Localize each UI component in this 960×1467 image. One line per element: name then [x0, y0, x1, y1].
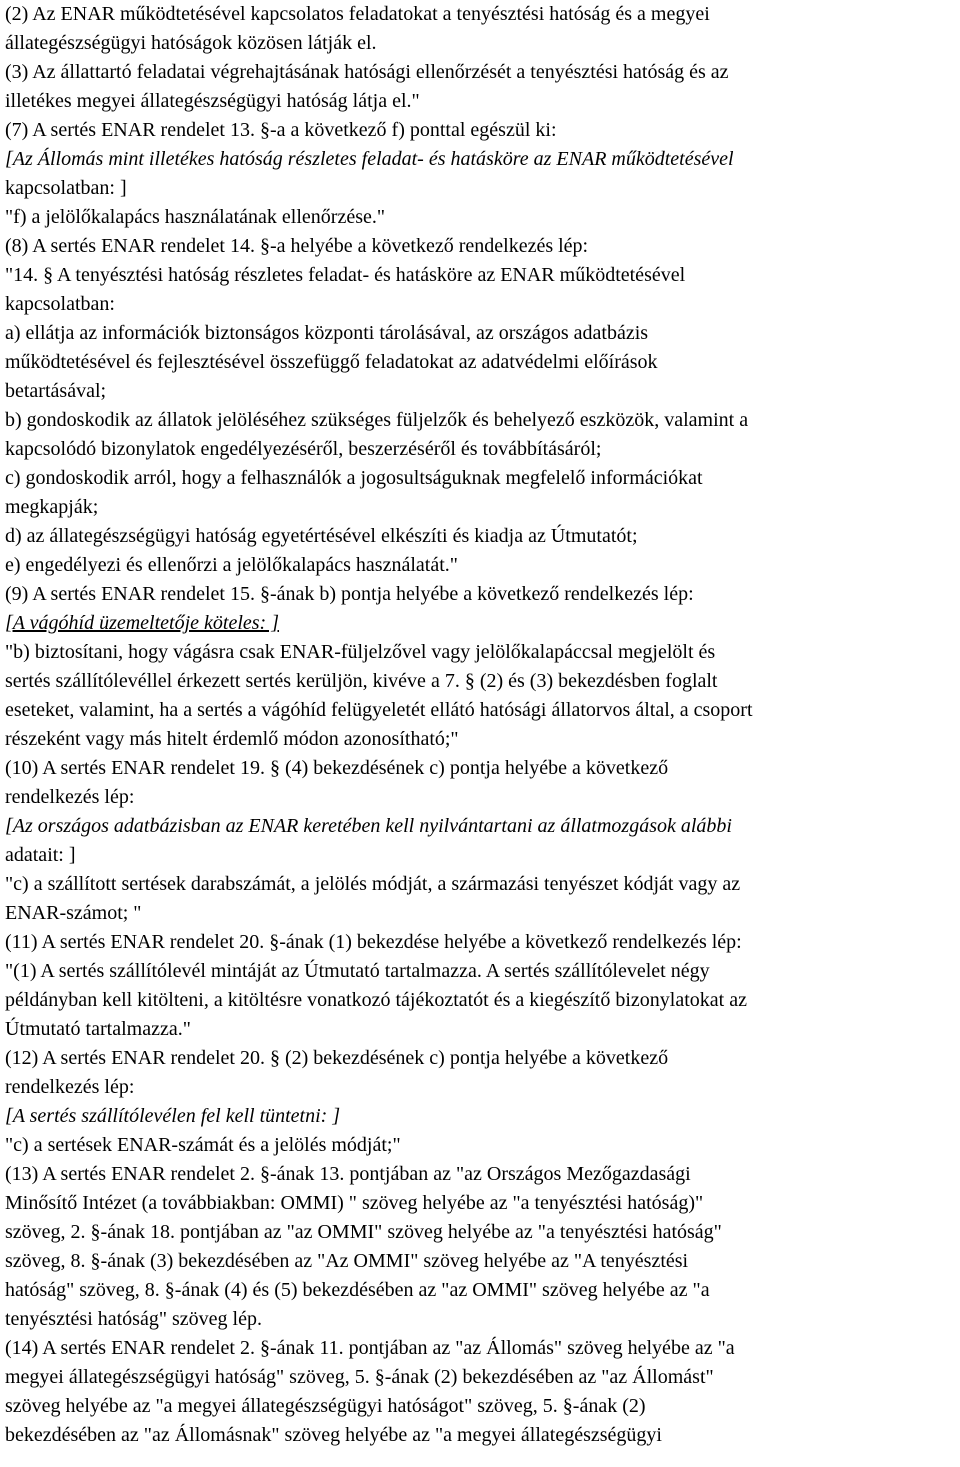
text-line: e) engedélyezi és ellenőrzi a jelölőkalapács használatát." [5, 554, 458, 576]
text-line: (2) Az ENAR működtetésével kapcsolatos feladatokat a tenyésztési hatóság és a megyei [5, 3, 710, 25]
text-line: tenyésztési hatóság" szöveg lép. [5, 1308, 262, 1330]
text-line: sertés szállítólevéllel érkezett sertés kerüljön, kivéve a 7. § (2) és (3) bekezdésben foglalt [5, 670, 718, 692]
text-line: a) ellátja az információk biztonságos központi tárolásával, az országos adatbázis [5, 322, 649, 344]
text-line: (12) A sertés ENAR rendelet 20. § (2) bekezdésének c) pontja helyébe a következő [5, 1047, 669, 1069]
text-line: kapcsolatban: [5, 293, 115, 315]
text-line: kapcsolatban: ] [5, 177, 127, 199]
text-line: szöveg, 2. §-ának 18. pontjában az "az OMMI" szöveg helyébe az "a tenyésztési hatóság" [5, 1221, 722, 1243]
text-line: eseteket, valamint, ha a sertés a vágóhíd felügyeletét ellátó hatósági állatorvos által, a csoport [5, 699, 753, 721]
text-line: (8) A sertés ENAR rendelet 14. §-a helyébe a következő rendelkezés lép: [5, 235, 589, 257]
text-line: Minősítő Intézet (a továbbiakban: OMMI) " szöveg helyébe az "a tenyésztési hatóság)" [5, 1192, 704, 1214]
text-line: (10) A sertés ENAR rendelet 19. § (4) bekezdésének c) pontja helyébe a következő [5, 757, 669, 779]
text-line: "f) a jelölőkalapács használatának ellenőrzése." [5, 206, 386, 228]
text-line: (11) A sertés ENAR rendelet 20. §-ának (1) bekezdése helyébe a következő rendelkezés lép: [5, 931, 742, 953]
text-line: illetékes megyei állategészségügyi hatóság látja el." [5, 90, 420, 112]
text-line: állategészségügyi hatóságok közösen látják el. [5, 32, 377, 54]
text-line: c) gondoskodik arról, hogy a felhasználók a jogosultságuknak megfelelő információkat [5, 467, 703, 489]
text-line: példányban kell kitölteni, a kitöltésre vonatkozó tájékoztatót és a kiegészítő bizonylatokat az [5, 989, 747, 1011]
text-line: Útmutató tartalmazza." [5, 1018, 191, 1040]
bracket-heading-line: [A vágóhíd üzemeltetője köteles: ] [5, 612, 280, 634]
bracket-heading-line: [Az Állomás mint illetékes hatóság részletes feladat- és hatásköre az ENAR működtetésével [5, 148, 734, 170]
text-line: szöveg, 8. §-ának (3) bekezdésében az "Az OMMI" szöveg helyébe az "A tenyésztési [5, 1250, 689, 1272]
bracket-heading-line: [Az országos adatbázisban az ENAR keretében kell nyilvántartani az állatmozgások alábbi [5, 815, 732, 837]
text-line: b) gondoskodik az állatok jelöléséhez szükséges füljelzők és behelyező eszközök, valamint a [5, 409, 749, 431]
text-line: rendelkezés lép: [5, 1076, 135, 1098]
text-line: d) az állategészségügyi hatóság egyetértésével elkészíti és kiadja az Útmutatót; [5, 525, 638, 547]
text-line: (9) A sertés ENAR rendelet 15. §-ának b) pontja helyébe a következő rendelkezés lép: [5, 583, 694, 605]
bracket-heading-line: [A sertés szállítólevélen fel kell tüntetni: ] [5, 1105, 341, 1127]
text-line: betartásával; [5, 380, 107, 402]
text-line: "c) a sertések ENAR-számát és a jelölés módját;" [5, 1134, 401, 1156]
text-line: hatóság" szöveg, 8. §-ának (4) és (5) bekezdésében az "az OMMI" szöveg helyébe az "a [5, 1279, 710, 1301]
text-line: "(1) A sertés szállítólevél mintáját az Útmutató tartalmazza. A sertés szállítólevelet négy [5, 960, 710, 982]
text-line: adatait: ] [5, 844, 76, 866]
text-line: (3) Az állattartó feladatai végrehajtásának hatósági ellenőrzését a tenyésztési hatóság és az [5, 61, 729, 83]
text-line: "14. § A tenyésztési hatóság részletes feladat- és hatásköre az ENAR működtetésével [5, 264, 686, 286]
text-line: (14) A sertés ENAR rendelet 2. §-ának 11. pontjában az "az Állomás" szöveg helyébe az "a [5, 1337, 735, 1359]
text-line: "c) a szállított sertések darabszámát, a jelölés módját, a származási tenyészet kódját vagy az [5, 873, 741, 895]
text-line: (7) A sertés ENAR rendelet 13. §-a a következő f) ponttal egészül ki: [5, 119, 557, 141]
text-line: "b) biztosítani, hogy vágásra csak ENAR-füljelzővel vagy jelölőkalapáccsal megjelölt és [5, 641, 716, 663]
text-line: részeként vagy más hitelt érdemlő módon azonosítható;" [5, 728, 459, 750]
text-line: működtetésével és fejlesztésével összefüggő feladatokat az adatvédelmi előírások [5, 351, 658, 373]
text-line: megyei állategészségügyi hatóság" szöveg, 5. §-ának (2) bekezdésében az "az Állomást" [5, 1366, 714, 1388]
text-line: megkapják; [5, 496, 99, 518]
text-line: szöveg helyébe az "a megyei állategészségügyi hatóságot" szöveg, 5. §-ának (2) [5, 1395, 646, 1417]
text-line: bekezdésében az "az Állomásnak" szöveg helyébe az "a megyei állategészségügyi [5, 1424, 662, 1446]
text-line: ENAR-számot; " [5, 902, 142, 924]
text-line: kapcsolódó bizonylatok engedélyezéséről, beszerzéséről és továbbításáról; [5, 438, 602, 460]
text-line: (13) A sertés ENAR rendelet 2. §-ának 13. pontjában az "az Országos Mezőgazdasági [5, 1163, 691, 1185]
text-line: rendelkezés lép: [5, 786, 135, 808]
